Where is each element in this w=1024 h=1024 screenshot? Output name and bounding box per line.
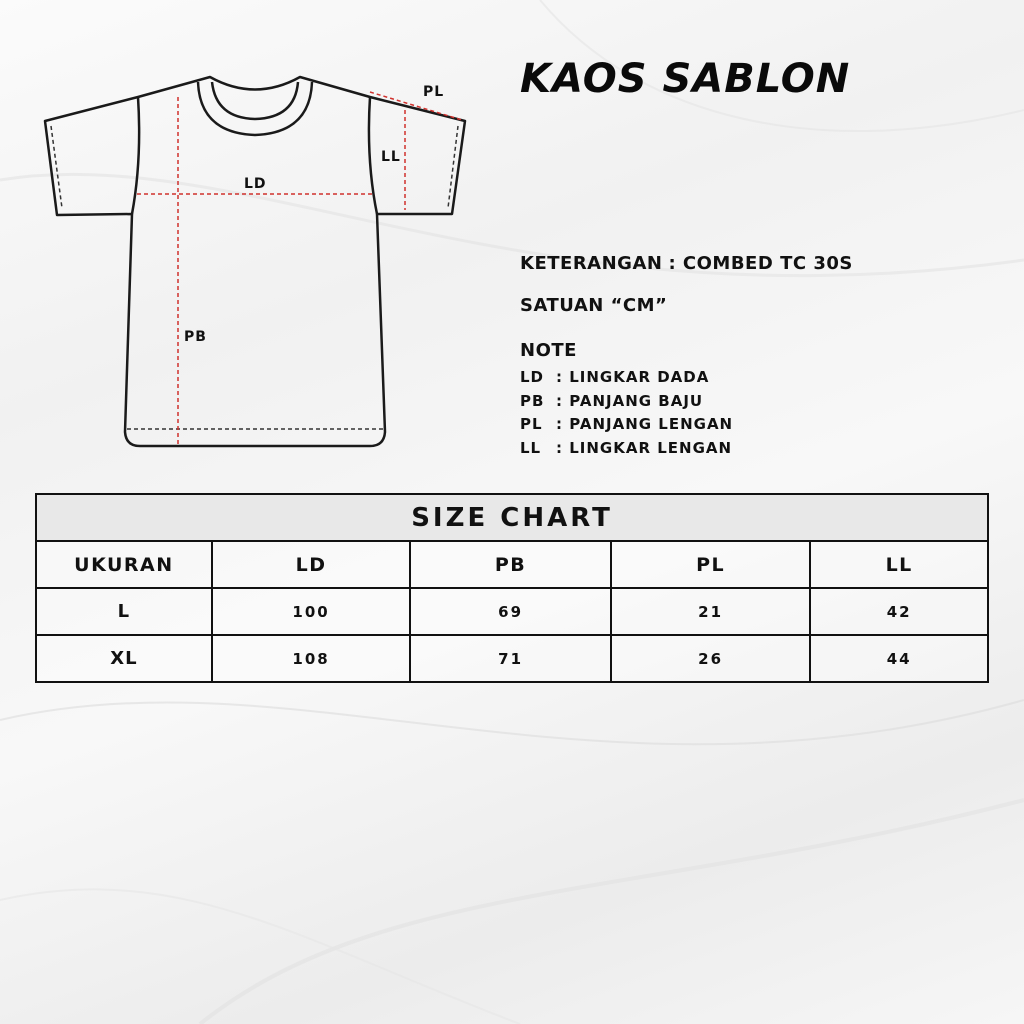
size-chart-table [35,493,989,683]
column-header: PB [410,541,611,588]
column-header: UKURAN [36,541,212,588]
note-list [520,366,733,460]
table-header-row [36,541,988,588]
size-cell: XL [36,635,212,682]
pb-label: PB [184,329,207,345]
tshirt-diagram [0,0,520,470]
sleeve-seam-right [369,97,377,214]
note-item [520,390,733,414]
table-row [36,635,988,682]
sleeve-seam-left [132,97,139,214]
collar-inner [212,82,298,119]
table-row [36,588,988,635]
pl-label: PL [423,84,445,100]
ll-label: LL [381,149,401,165]
value-cell: 71 [410,635,611,682]
column-header: LL [810,541,988,588]
column-header: LD [212,541,411,588]
satuan-line: SATUAN “CM” [520,295,668,316]
column-header: PL [611,541,811,588]
note-desc: : PANJANG BAJU [556,391,704,410]
note-abbr: PL [520,415,543,433]
note-desc: : LINGKAR LENGAN [556,438,733,457]
size-cell: L [36,588,212,635]
note-item [520,413,733,437]
keterangan-label: KETERANGAN [520,253,663,274]
note-abbr: LD [520,368,545,386]
note-abbr: LL [520,438,542,457]
note-item [520,437,733,461]
value-cell: 100 [212,588,411,635]
value-cell: 108 [212,635,411,682]
note-item [520,366,733,390]
tshirt-outline [45,77,465,446]
note-desc: : LINGKAR DADA [556,368,710,386]
value-cell: 42 [810,588,988,635]
note-abbr: PB [520,391,545,410]
keterangan-line [520,253,853,274]
sleeve-stitch-right [448,126,458,208]
page-title: KAOS SABLON [520,56,851,102]
ld-label: LD [244,176,267,192]
keterangan-value: : COMBED TC 30S [668,253,853,274]
note-heading: NOTE [520,340,577,361]
value-cell: 26 [611,635,811,682]
value-cell: 44 [810,635,988,682]
value-cell: 69 [410,588,611,635]
size-chart-title: SIZE CHART [36,494,988,541]
sleeve-stitch-left [51,126,62,208]
note-desc: : PANJANG LENGAN [556,415,734,433]
value-cell: 21 [611,588,811,635]
